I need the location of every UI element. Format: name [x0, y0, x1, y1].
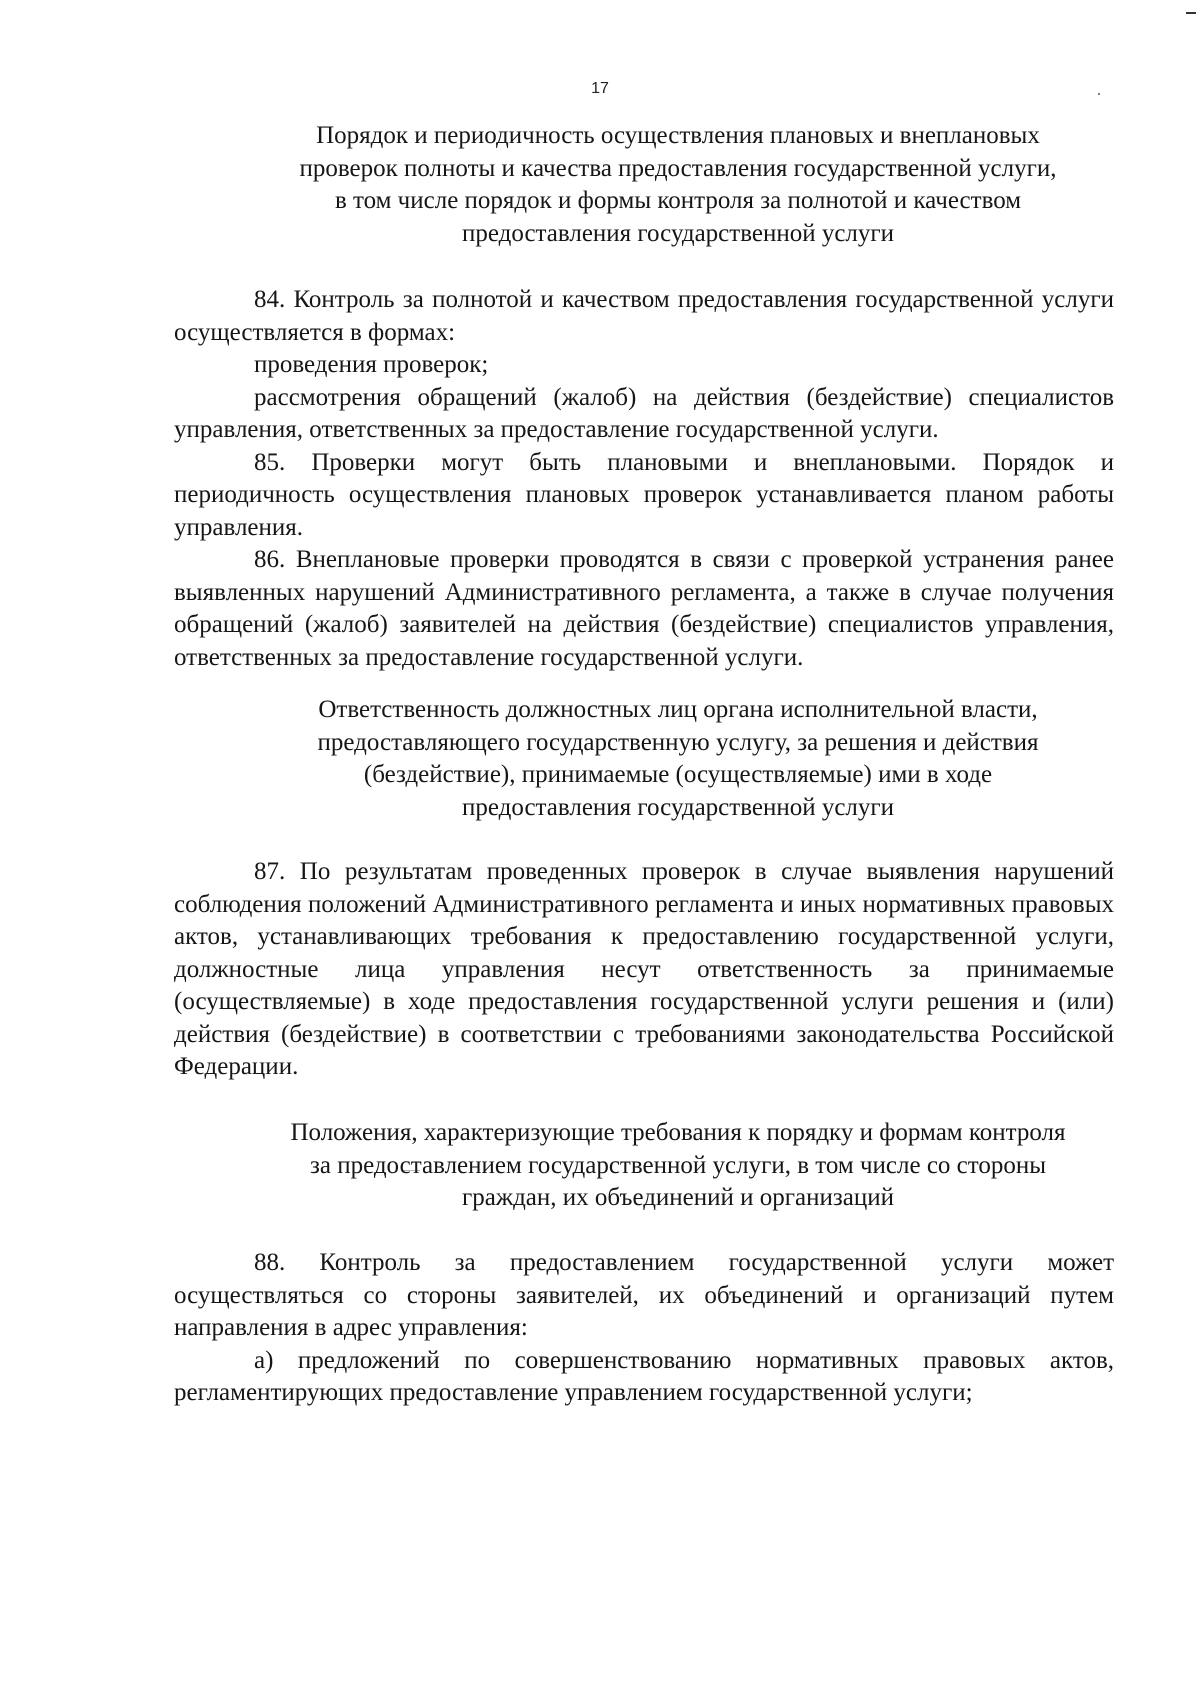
heading-line: (бездействие), принимаемые (осуществляемые) ими в ходе: [363, 761, 993, 788]
paragraph-88-item-a: а) предложений по совершенствованию нормативных правовых актов, регламентирующих предоставление управлением государственной услуги;: [174, 1346, 1114, 1406]
scan-edge-mark: [1186, 12, 1196, 14]
text-block-item-88: [174, 1247, 1114, 1410]
paragraph-84-form-1: проведения проверок;: [254, 351, 489, 378]
paragraph-88: 88. Контроль за предоставлением государственной услуги может осуществляться со стороны заявителей, их объединений и организаций путем направления в адрес управления:: [174, 1249, 1114, 1341]
paragraph-86: 86. Внеплановые проверки проводятся в связи с проверкой устранения ранее выявленных нарушений Административного регламента, а также в случае получения обращений (жалоб) заявителей на действия (бездействие) специалистов управления, ответственных за предоставление государственной услуги.: [174, 546, 1114, 671]
text-block-item-87: [174, 856, 1114, 1084]
paragraph-84: 84. Контроль за полнотой и качеством предоставления государственной услуги осуществляется в формах:: [174, 286, 1114, 346]
heading-line: граждан, их объединений и организаций: [461, 1184, 895, 1211]
heading-line: Порядок и периодичность осуществления плановых и внеплановых: [316, 122, 1040, 149]
paragraph-84-form-2: рассмотрения обращений (жалоб) на действия (бездействие) специалистов управления, ответственных за предоставление государственной услуги.: [174, 383, 1114, 443]
text-block-items-84-86: [174, 284, 1114, 674]
section-heading-control-procedure: [228, 120, 1128, 250]
page-number: 17: [591, 80, 609, 97]
heading-line: проверок полноты и качества предоставления государственной услуги,: [299, 154, 1057, 182]
section-heading-responsibility: [228, 694, 1128, 824]
heading-line: Положения, характеризующие требования к порядку и формам контроля: [290, 1119, 1066, 1146]
heading-line: предоставляющего государственную услугу, за решения и действия: [317, 728, 1039, 756]
heading-line: за предоставлением государственной услуги, в том числе со стороны: [309, 1151, 1047, 1179]
heading-line: предоставления государственной услуги: [461, 219, 895, 247]
heading-line: в том числе порядок и формы контроля за полнотой и качеством: [334, 187, 1022, 214]
heading-line: Ответственность должностных лиц органа исполнительной власти,: [318, 696, 1038, 723]
paragraph-85: 85. Проверки могут быть плановыми и внеплановыми. Порядок и периодичность осуществления плановых проверок устанавливается планом работы управления.: [174, 448, 1114, 541]
heading-line: предоставления государственной услуги: [461, 793, 895, 821]
section-heading-citizen-control: [228, 1117, 1128, 1215]
paragraph-87: 87. По результатам проведенных проверок в случае выявления нарушений соблюдения положений Административного регламента и иных нормативных правовых актов, устанавливающих требования к предоставлению государственной услуги, должностные лица управления несут ответственность за принимаемые (осуществляемые) в ходе предоставления государственной услуги решения и (или) действия (бездействие) в соответствии с требованиями законодательства Российской Федерации.: [174, 858, 1114, 1080]
